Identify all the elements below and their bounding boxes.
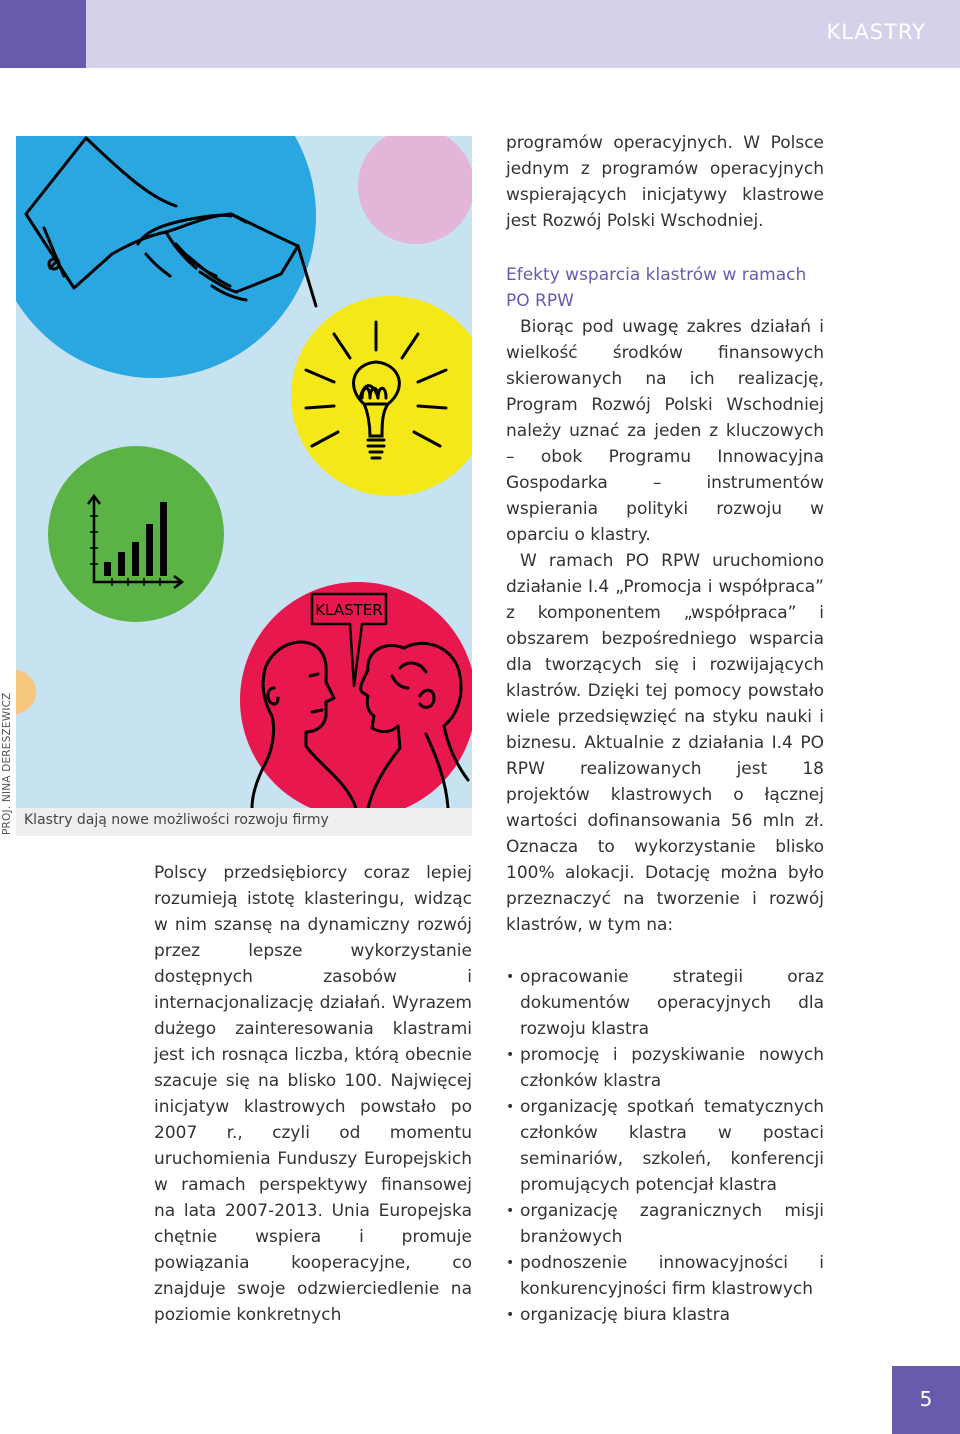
- bullet-dot: •: [506, 1099, 515, 1115]
- header-accent-block: [0, 0, 86, 68]
- figure-caption-box: [16, 808, 472, 836]
- illustration: [16, 136, 472, 808]
- bullet-dot: •: [506, 1255, 515, 1271]
- figure-caption: Klastry dają nowe możliwości rozwoju firmy: [24, 812, 329, 828]
- section-heading: Efekty wsparcia klastrów w ramach PO RPW: [506, 265, 807, 311]
- list-item: • organizację biura klastra: [506, 1302, 824, 1328]
- right-paragraph-2: W ramach PO RPW uruchomiono działanie I.4 „Promocja i współpraca” z komponentem „współpraca” i obszarem bezpośredniego wsparcia dla tworzących się i rozwijających klastrów. Dzięki tej pomocy powstało wiele przedsięwzięć na styku nauki i biznesu. Aktualnie z działania I.4 PO RPW realizowanych jest 18 projektów klastrowych o łącznej wartości dofinansowania 56 mln zł. Oznacza to wykorzystanie blisko 100% alokacji. Dotację można było przeznaczyć na tworzenie i rozwój klastrów, w tym na:: [506, 551, 824, 935]
- pink-circle: [358, 136, 472, 244]
- yellow-circle: [291, 296, 472, 496]
- right-paragraph-1: Biorąc pod uwagę zakres działań i wielkość środków finansowych skierowanych na ich realizację, Program Rozwój Polski Wschodniej należy uznać za jeden z kluczowych – obok Programu Innowacyjna Gospodarka – instrumentów wspierania polityki rozwoju w oparciu o klastry.: [506, 317, 824, 545]
- blue-circle: [16, 136, 316, 378]
- credit-text: PROJ. NINA DERESZEWICZ: [1, 692, 13, 835]
- page-number-box: [892, 1366, 960, 1434]
- list-item: • organizację zagranicznych misji branżowych: [506, 1198, 824, 1250]
- section-title: KLASTRY: [826, 20, 926, 44]
- illustration-credit: [0, 692, 14, 838]
- bullet-dot: •: [506, 1047, 515, 1063]
- list-item: • organizację spotkań tematycznych członków klastra w postaci seminariów, szkoleń, konferencji promujących potencjał klastra: [506, 1094, 824, 1198]
- left-column: [154, 860, 472, 1328]
- header-band: [0, 0, 960, 68]
- bullet-list: [506, 964, 824, 1328]
- orange-circle: [16, 670, 36, 714]
- bullet-dot: •: [506, 1203, 515, 1219]
- list-item: • promocję i pozyskiwanie nowych członków klastra: [506, 1042, 824, 1094]
- green-circle: [48, 446, 224, 622]
- left-paragraph: Polscy przedsiębiorcy coraz lepiej rozumieją istotę klasteringu, widząc w nim szansę na dynamiczny rozwój przez lepsze wykorzystanie dostępnych zasobów i internacjonalizację działań. Wyrazem dużego zainteresowania klastrami jest ich rosnąca liczba, którą obecnie szacuje się na blisko 100. Najwięcej inicjatyw klastrowych powstało po 2007 r., czyli od momentu uruchomienia Funduszy Europejskich w ramach perspektywy finansowej na lata 2007-2013. Unia Europejska chętnie wspiera i promuje powiązania kooperacyjne, co znajduje swoje odzwierciedlenie na poziomie konkretnych: [154, 863, 472, 1325]
- bullet-dot: •: [506, 969, 515, 985]
- right-continuation: programów operacyjnych. W Polsce jednym z programów operacyjnych wspierających inicjatywy klastrowe jest Rozwój Polski Wschodniej.: [506, 133, 824, 231]
- page-number: 5: [919, 1387, 933, 1411]
- right-column: [506, 130, 824, 1328]
- speech-bubble-text: KLASTER: [315, 601, 383, 619]
- bullet-dot: •: [506, 1307, 515, 1323]
- list-item: • podnoszenie innowacyjności i konkurencyjności firm klastrowych: [506, 1250, 824, 1302]
- list-item: • opracowanie strategii oraz dokumentów operacyjnych dla rozwoju klastra: [506, 964, 824, 1042]
